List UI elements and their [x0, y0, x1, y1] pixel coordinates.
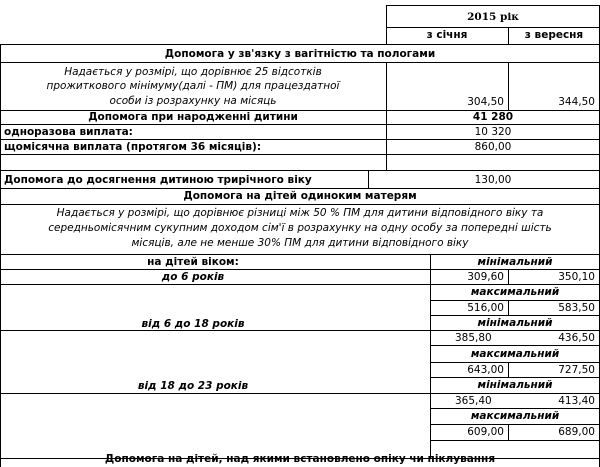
group-min-jan: 385,80: [455, 332, 492, 344]
single-mothers-desc-line: середньомісячним сукупним доходом сім'ї в розрахунку на одну особу за попередні шість: [48, 222, 552, 234]
birth-monthly-label: щомісячна виплата (протягом 36 місяців):: [4, 141, 262, 153]
group-age-label: від 18 до 23 років: [137, 380, 249, 392]
min-label: мінімальний: [477, 256, 553, 268]
pregnancy-value-sep: 344,50: [558, 96, 595, 108]
birth-title: Допомога при народженні дитини: [88, 111, 298, 123]
group-max-jan: 516,00: [467, 302, 504, 314]
max-label: максимальний: [470, 410, 560, 422]
pregnancy-value-jan: 304,50: [467, 96, 504, 108]
group-max-sep: 727,50: [558, 364, 595, 376]
col-jan-header: з січня: [426, 29, 468, 41]
pregnancy-desc-line: прожиткового мінімуму(далі - ПМ) для працездатної: [46, 80, 340, 92]
single-mothers-desc-line: місяців, але не менше 30% ПМ для дитини відповідного віку: [131, 237, 469, 249]
age-label: на дітей віком:: [147, 256, 239, 268]
birth-lump-label: одноразова виплата:: [4, 126, 133, 138]
three-years-title: Допомога до досягнення дитиною трирічного віку: [4, 174, 312, 186]
pregnancy-title: Допомога у зв'язку з вагітністю та пологами: [164, 48, 436, 60]
birth-monthly-value: 860,00: [474, 141, 512, 153]
year-header: 2015 рік: [467, 11, 519, 23]
group-min-sep: 413,40: [558, 395, 595, 407]
birth-lump-value: 10 320: [474, 126, 512, 138]
min-label: мінімальний: [477, 379, 553, 391]
group-age-label: до 6 років: [161, 271, 225, 283]
pregnancy-desc-line: особи із розрахунку на місяць: [109, 95, 277, 107]
group-min-sep: 436,50: [558, 332, 595, 344]
min-label: мінімальний: [477, 317, 553, 329]
pregnancy-desc-line: Надається у розмірі, що дорівнює 25 відсотків: [64, 66, 322, 78]
three-years-value: 130,00: [474, 174, 512, 186]
group-min-sep: 350,10: [558, 271, 595, 283]
group-min-jan: 309,60: [467, 271, 504, 283]
group-max-jan: 643,00: [467, 364, 504, 376]
group-max-jan: 609,00: [467, 426, 504, 438]
guardianship-title: Допомога на дітей, над якими встановлено опіку чи піклування: [104, 453, 496, 465]
group-max-sep: 689,00: [558, 426, 595, 438]
single-mothers-title: Допомога на дітей одиноким матерям: [183, 190, 417, 202]
single-mothers-desc-line: Надається у розмірі, що дорівнює різниці між 50 % ПМ для дитини відповідного віку та: [56, 207, 544, 219]
max-label: максимальний: [470, 348, 560, 360]
group-max-sep: 583,50: [558, 302, 595, 314]
group-age-label: від 6 до 18 років: [141, 318, 245, 330]
max-label: максимальний: [470, 286, 560, 298]
group-min-jan: 365,40: [455, 395, 492, 407]
col-sep-header: з вересня: [524, 29, 584, 41]
birth-total: 41 280: [472, 111, 514, 123]
